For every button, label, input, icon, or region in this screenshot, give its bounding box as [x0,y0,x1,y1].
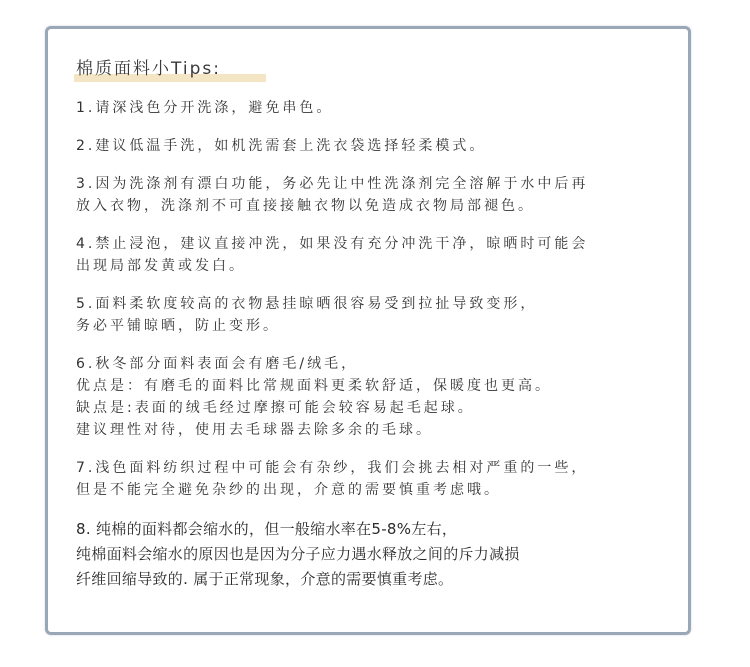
tip-line: 出现局部发黄或发白。 [76,258,246,274]
tip-item-6 [76,353,676,441]
tip-line: 8. 纯棉的面料都会缩水的，但一般缩水率在5-8%左右， [76,520,458,538]
tip-line: 5.面料柔软度较高的衣物悬挂晾晒很容易受到拉扯导致变形， [76,296,538,312]
tip-item-7 [76,457,676,501]
tip-line: 纯棉面料会缩水的原因也是因为分子应力遇水释放之间的斥力减损 [76,545,520,563]
tip-line: 1.请深浅色分开洗涤，避免串色。 [76,100,334,116]
tip-line: 纤维回缩导致的. 属于正常现象，介意的需要慎重考虑。 [76,570,454,588]
tip-line: 优点是：有磨毛的面料比常规面料更柔软舒适，保暖度也更高。 [76,378,552,394]
tip-item-5 [76,293,676,337]
tip-line: 3.因为洗涤剂有漂白功能，务必先让中性洗涤剂完全溶解于水中后再 [76,176,589,192]
tip-item-1 [76,97,676,119]
tip-line: 7.浅色面料纺织过程中可能会有杂纱，我们会挑去相对严重的一些， [76,460,589,476]
tip-line: 务必平铺晾晒，防止变形。 [76,318,280,334]
tip-line: 缺点是:表面的绒毛经过摩擦可能会较容易起毛起球。 [76,400,475,416]
tip-line: 2.建议低温手洗，如机洗需套上洗衣袋选择轻柔模式。 [76,138,487,154]
card-title: 棉质面料小Tips: [76,59,221,79]
tip-line: 6.秋冬部分面料表面会有磨毛/绒毛， [76,356,359,372]
tip-item-2 [76,135,676,157]
tip-line: 放入衣物，洗涤剂不可直接接触衣物以免造成衣物局部褪色。 [76,198,535,214]
tip-item-3 [76,173,676,217]
tip-line: 但是不能完全避免杂纱的出现，介意的需要慎重考虑哦。 [76,482,501,498]
tip-item-8 [76,517,676,592]
tip-item-4 [76,233,676,277]
tips-card [45,26,691,635]
tip-line: 建议理性对待，使用去毛球器去除多余的毛球。 [76,422,433,438]
tip-line: 4.禁止浸泡，建议直接冲洗，如果没有充分冲洗干净，晾晒时可能会 [76,236,589,252]
tips-list [76,97,676,608]
title-block [76,57,221,81]
